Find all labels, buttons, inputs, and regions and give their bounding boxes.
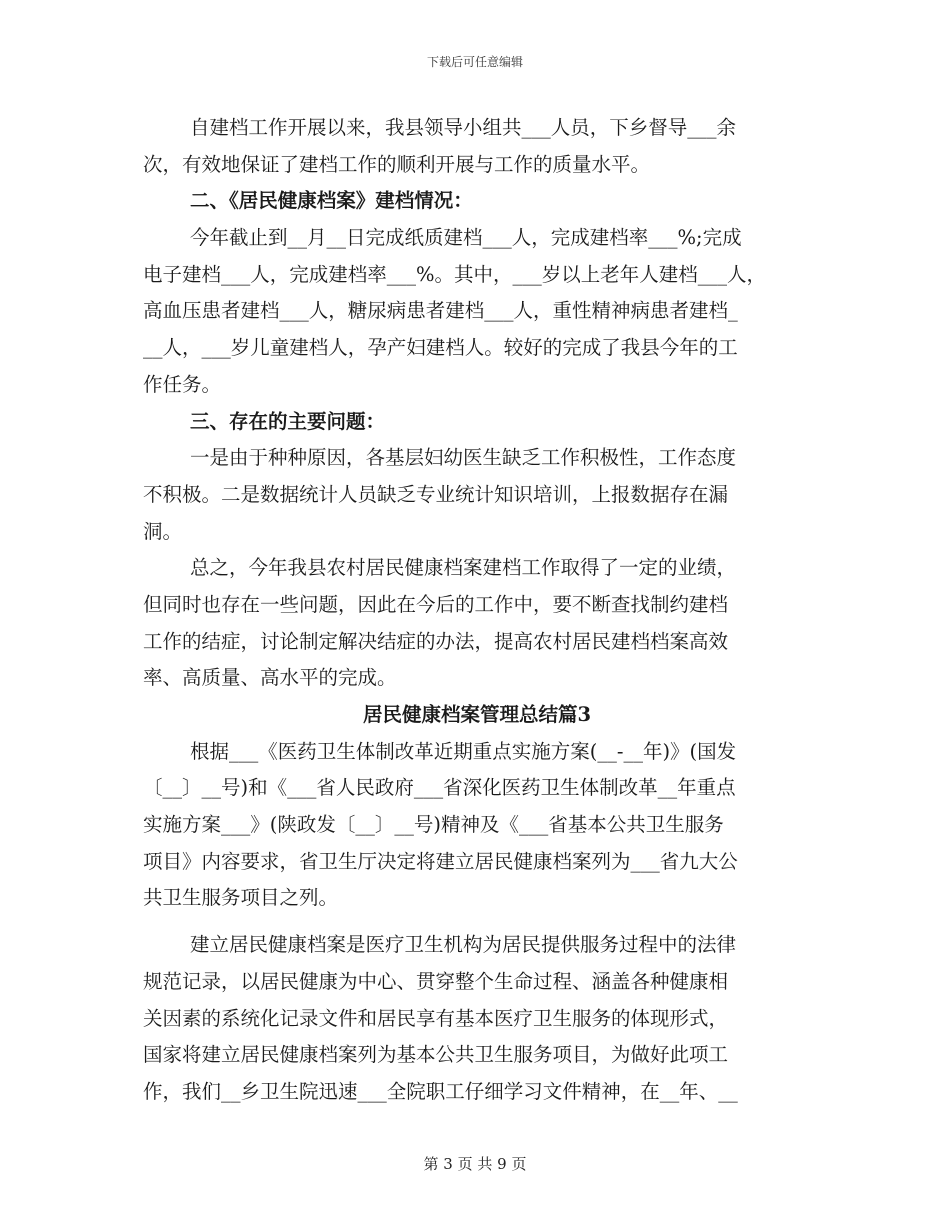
paragraph-line: 建立居民健康档案是医疗卫生机构为居民提供服务过程中的法律 xyxy=(190,933,737,957)
paragraph-line: 高血压患者建档___人，糖尿病患者建档___人，重性精神病患者建档_ xyxy=(143,299,738,323)
paragraph-line: 一是由于种种原因，各基层妇幼医生缺乏工作积极性，工作态度 xyxy=(190,446,737,470)
paragraph-line: 电子建档___人，完成建档率___%。其中，___岁以上老年人建档___人， xyxy=(143,262,767,286)
paragraph-line: 实施方案___》(陕政发〔__〕__号)精神及《___省基本公共卫生服务 xyxy=(143,813,724,837)
paragraph-line: 但同时也存在一些问题，因此在今后的工作中，要不断查找制约建档 xyxy=(143,592,729,616)
document-body xyxy=(143,110,811,1111)
paragraph-line: 关因素的系统化记录文件和居民享有基本医疗卫生服务的体现形式， xyxy=(143,1006,729,1030)
paragraph-line: 自建档工作开展以来，我县领导小组共___人员，下乡督导___余 xyxy=(190,116,737,139)
paragraph-line: __人，___岁儿童建档人，孕产妇建档人。较好的完成了我县今年的工 xyxy=(143,336,738,360)
article-title: 居民健康档案管理总结篇3 xyxy=(362,703,592,726)
paragraph-line: 洞。 xyxy=(143,519,183,543)
page-footer: 第 3 页 共 9 页 xyxy=(423,1155,527,1173)
paragraph-line: 工作的结症，讨论制定解决结症的办法，提高农村居民建档档案高效 xyxy=(143,629,729,653)
paragraph-line: 率、高质量、高水平的完成。 xyxy=(143,666,397,690)
paragraph-line: 根据___《医药卫生体制改革近期重点实施方案(__-__年)》(国发 xyxy=(190,739,737,763)
page-header: 下载后可任意编辑 xyxy=(426,55,523,69)
paragraph-line: 今年截止到__月__日完成纸质建档___人，完成建档率___%;完成 xyxy=(190,226,742,250)
paragraph-line: 作，我们__乡卫生院迅速___全院职工仔细学习文件精神，在__年、__ xyxy=(143,1079,738,1103)
paragraph-line: 国家将建立居民健康档案列为基本公共卫生服务项目，为做好此项工 xyxy=(143,1043,729,1067)
paragraph-line: 规范记录，以居民健康为中心、贯穿整个生命过程、涵盖各种健康相 xyxy=(143,969,729,993)
paragraph-line: 不积极。二是数据统计人员缺乏专业统计知识培训，上报数据存在漏 xyxy=(143,482,729,506)
paragraph-line: 共卫生服务项目之列。 xyxy=(143,886,339,910)
paragraph-line: 项目》内容要求，省卫生厅决定将建立居民健康档案列为___省九大公 xyxy=(143,849,738,873)
paragraph-line: 作任务。 xyxy=(143,372,222,396)
section-heading: 三、存在的主要问题： xyxy=(190,409,386,433)
section-heading: 二、《居民健康档案》建档情况： xyxy=(190,189,473,213)
paragraph-line: 次，有效地保证了建档工作的顺利开展与工作的质量水平。 xyxy=(143,152,651,176)
paragraph-line: 〔__〕__号)和《___省人民政府___省深化医药卫生体制改革__年重点 xyxy=(143,776,736,800)
paragraph-line: 总之，今年我县农村居民健康档案建档工作取得了一定的业绩， xyxy=(190,556,737,580)
